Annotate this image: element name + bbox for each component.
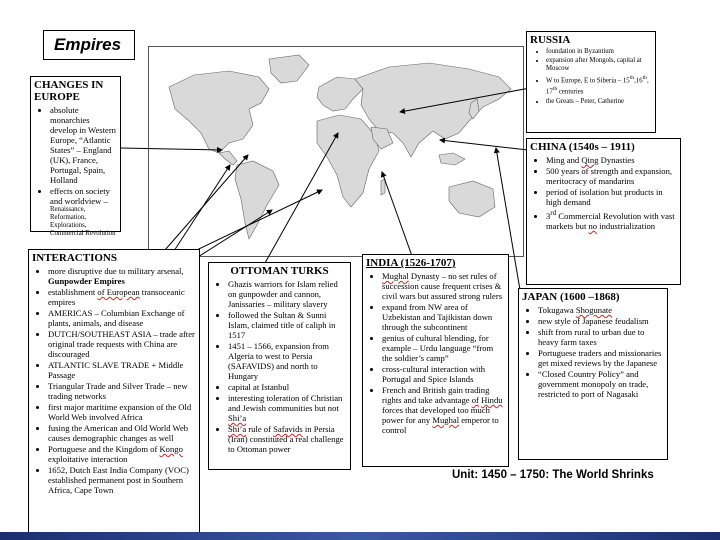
russia-item-3-mid1: ,16 [634,77,643,85]
ottoman-heading: OTTOMAN TURKS [230,265,329,277]
interactions-item-3: • AMERICAS – Columbian Exchange of plants, animals, and disease [48,308,196,328]
central-america-shape [219,151,237,165]
japan-item-1 [538,305,664,315]
ottoman-box [208,262,351,470]
india-item-4: • cross-cultural interaction with Portugal and Spice Islands [382,364,505,384]
china-last-b: Commercial Revolution with vast markets but [546,210,675,231]
interactions-heading: INTERACTIONS [32,252,117,264]
interactions-item-1-text: more disruptive due to military arsenal, [48,266,184,276]
china-item-1-wavy: Qing [581,155,599,165]
north-america-shape [169,71,269,153]
world-map [148,46,524,257]
interactions-box [28,249,200,535]
interactions-item-8: • fusing the American and Old World Web causes demographic changes as well [48,423,196,443]
russia-item-2: • expansion after Mongols, capital at Moscow [546,57,652,73]
south-america-shape [235,161,279,239]
europe-small-note: Renaissance, Reformation, Explorations, Commercial Revolution [50,206,116,237]
africa-shape [317,115,379,207]
india-item-1-rest: Dynasty – no set rules of succession cause frequent crises & civil wars but assured strong rulers [382,271,503,301]
ottoman-item-3: • 1451 – 1566, expansion from Algeria to west to Persia (SAFAVIDS) and north to Hungary [228,341,347,381]
china-last-a: 3 [546,210,551,221]
kongo-pre: Portuguese and the Kingdom of [48,444,160,454]
interactions-item-7: • first major maritime expansion of the Old World Web involved Africa [48,402,196,422]
india-heading: INDIA (1526-1707) [366,257,456,269]
changes-in-europe-heading: CHANGES IN EUROPE [34,79,104,103]
china-heading: CHINA (1540s – 1911) [530,141,635,153]
southeast-asia-shape [439,153,465,165]
europe-item-2 [50,186,117,238]
russia-item-1: • foundation in Byzantium [546,48,652,56]
china-box [526,138,681,285]
kongo-post: exploitative interaction [48,454,128,464]
india-box [362,254,509,467]
title-box [43,30,135,60]
china-item-1 [546,155,677,165]
india-item-5 [382,385,505,435]
japan-item-5: • “Closed Country Policy” and government monopoly on trade, restricted to port of Nagasaki [538,369,664,399]
interactions-item-2-wavy: of European [97,287,140,297]
russia-item-3-mid2: , 17 [546,77,649,96]
china-last-sup: rd [550,209,557,217]
india-last-pre: French and British gain trading rights and take advantage [382,385,490,405]
ottoman-last-b: rule of [246,424,274,434]
russia-box [526,31,656,133]
china-item-2: • 500 years of strength and expansion, meritocracy of mandarins [546,166,677,186]
interactions-item-5: • ATLANTIC SLAVE TRADE + Middle Passage [48,360,196,380]
india-mughal-wavy: Mughal [382,271,409,281]
india-last-mughal: Mughal [432,415,460,425]
interactions-item-1 [48,266,196,286]
china-item-1-post: Dynasties [598,155,635,165]
russia-item-3-end: centuries [557,88,584,96]
ottoman-item-5 [228,393,347,423]
india-last-of: of [471,395,479,405]
europe-shape [317,77,363,111]
greenland-shape [269,55,309,83]
interactions-item-2 [48,287,196,307]
russia-item-4: • the Greats – Peter, Catherine [546,98,652,106]
kongo-wavy: Kongo [159,444,183,454]
japan-item-2: • new style of Japanese feudalism [538,316,664,326]
ottoman-item-6 [228,424,347,454]
india-item-3: • genius of cultural blending, for example – Urdu language “from the soldier’s camp” [382,333,505,363]
india-last-hindu: Hindu [481,395,503,405]
india-last-end: emperor to control [382,415,499,435]
japan-item-1-wavy: Shogunate [575,305,613,315]
ottoman-shia-wavy: Shi’a [228,413,247,423]
ottoman-item-1: • Ghazis warriors for Islam relied on gunpowder and cannon, Janissaries – military slavery [228,279,347,309]
japan-heading: JAPAN (1600 –1868) [522,291,620,303]
russia-sup-1: th [629,75,635,81]
interactions-item-2-pre: establishment [48,287,98,297]
japan-item-1-pre: Tokugawa [538,305,576,315]
ottoman-last-d: in Persia (Iran) constituted a real challenge to Ottoman power [228,424,344,454]
india-last-mid: forces that developed too much power for any [382,405,490,425]
bottom-accent-bar [0,532,720,540]
china-last-c: industrialization [597,220,656,231]
gunpowder-empires-label: Gunpowder Empires [48,276,125,286]
europe-item-1: • absolute monarchies develop in Western Europe, “Atlantic States” – England (UK), France, Portugal, Spain, Holland [50,105,117,185]
japan-item-4: • Portuguese traders and missionaries get mixed reviews by the Japanese [538,348,664,368]
ottoman-last-c: Safavids [273,424,303,434]
japan-item-3: • shift from rural to urban due to heavy farm taxes [538,327,664,347]
china-last-wavy: no [588,220,598,231]
russia-item-3-pre: W to Europe, E to Siberia – 15 [546,77,630,85]
page-title: Empires [54,35,122,54]
russia-item-3 [546,74,652,97]
india-item-1 [382,271,505,301]
interactions-item-2-post: transoceanic empires [48,287,185,307]
china-item-3: • period of isolation but products in high demand [546,187,677,207]
madagascar-shape [381,179,385,195]
russia-sup-2: th [642,75,647,81]
russia-heading: RUSSIA [530,34,571,46]
unit-caption: Unit: 1450 – 1750: The World Shrinks [452,469,654,481]
interactions-item-9 [48,444,196,464]
china-item-4 [546,208,677,231]
japan-box [518,288,668,460]
interactions-item-10: • 1652, Dutch East India Company (VOC) established permanent post in Southern Africa, Cape Town [48,465,196,495]
russia-sup-3: th [552,86,558,93]
ottoman-item-2: • followed the Sultan & Sunni Islam, claimed title of caliph in 1517 [228,310,347,340]
china-item-1-pre: Ming and [546,155,582,165]
europe-item-2-text: effects on society and worldview – [50,186,110,206]
interactions-item-6: • Triangular Trade and Silver Trade – new trading networks [48,381,196,401]
ottoman-last-a: Shi’a [228,424,247,434]
australia-shape [449,181,495,217]
india-item-2: • expand from NW area of Uzbekistan and Tajikistan down through the subcontinent [382,302,505,332]
interactions-item-4: • DUTCH/SOUTHEAST ASIA – trade after original trade requests with China are discouraged [48,329,196,359]
ottoman-item-4: • capital at Istanbul [228,382,347,392]
ottoman-shia-pre: interesting toleration of Christian and Jewish communities but not [228,393,343,413]
world-map-drawing [149,47,523,256]
changes-in-europe-box [30,76,121,237]
